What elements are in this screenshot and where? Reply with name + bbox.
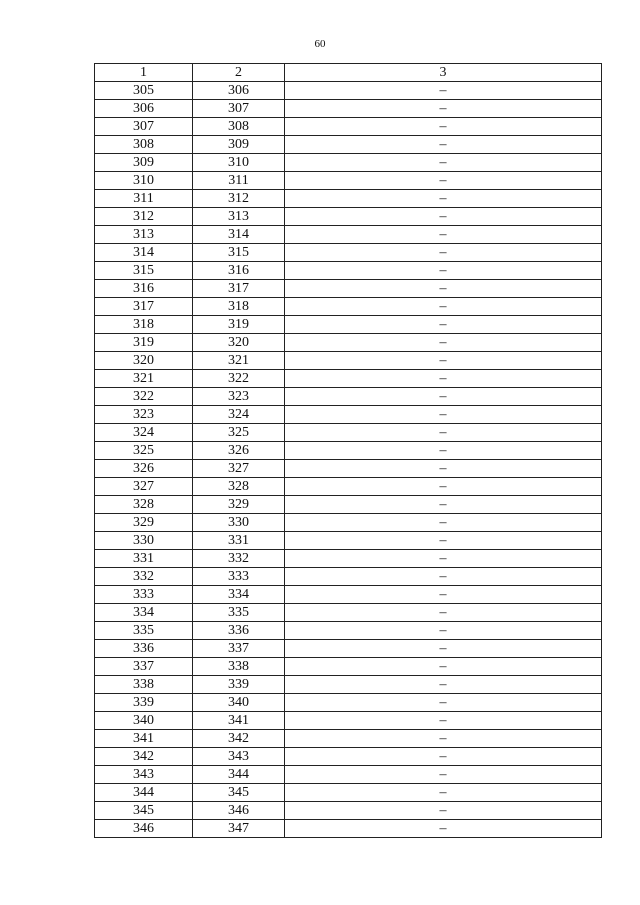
column-3-cell: – [285,514,602,532]
table-row [95,712,602,730]
column-3-cell: – [285,280,602,298]
column-1-cell: 346 [95,820,193,838]
column-1-cell: 320 [95,352,193,370]
column-3-cell: – [285,640,602,658]
column-2-cell: 323 [193,388,285,406]
column-1-cell: 329 [95,514,193,532]
column-1-cell: 342 [95,748,193,766]
column-3-cell: – [285,694,602,712]
column-1-cell: 313 [95,226,193,244]
table-row [95,424,602,442]
column-1-cell: 339 [95,694,193,712]
column-3-cell: – [285,190,602,208]
column-2-cell: 324 [193,406,285,424]
table-row [95,622,602,640]
column-3-cell: – [285,352,602,370]
table-row [95,334,602,352]
column-2-cell: 312 [193,190,285,208]
table-row [95,532,602,550]
column-3-cell: – [285,118,602,136]
column-2-cell: 308 [193,118,285,136]
table-header-row [95,64,602,82]
table-row [95,730,602,748]
column-3-cell: – [285,658,602,676]
column-2-cell: 344 [193,766,285,784]
column-1-cell: 332 [95,568,193,586]
column-2-cell: 339 [193,676,285,694]
column-2-cell: 316 [193,262,285,280]
column-1-cell: 324 [95,424,193,442]
column-1-cell: 338 [95,676,193,694]
table-row [95,154,602,172]
column-3-cell: – [285,496,602,514]
column-1-cell: 310 [95,172,193,190]
column-2-cell: 338 [193,658,285,676]
column-3-cell: – [285,784,602,802]
column-2-cell: 340 [193,694,285,712]
column-1-cell: 321 [95,370,193,388]
column-3-cell: – [285,442,602,460]
column-1-cell: 331 [95,550,193,568]
column-3-cell: – [285,820,602,838]
column-3-cell: – [285,388,602,406]
table-row [95,766,602,784]
table-row [95,244,602,262]
column-1-cell: 306 [95,100,193,118]
column-3-cell: – [285,226,602,244]
column-1-cell: 317 [95,298,193,316]
table-row [95,460,602,478]
column-1-cell: 318 [95,316,193,334]
column-1-cell: 330 [95,532,193,550]
table-row [95,694,602,712]
column-3-cell: – [285,370,602,388]
column-3-cell: – [285,298,602,316]
column-1-cell: 323 [95,406,193,424]
column-2-cell: 315 [193,244,285,262]
table-row [95,406,602,424]
table-row [95,568,602,586]
table-row [95,514,602,532]
column-2-cell: 337 [193,640,285,658]
column-1-cell: 333 [95,586,193,604]
column-3-cell: – [285,550,602,568]
column-3-cell: – [285,802,602,820]
column-1-cell: 322 [95,388,193,406]
column-3-cell: – [285,712,602,730]
column-2-cell: 330 [193,514,285,532]
column-2-cell: 310 [193,154,285,172]
column-3-cell: – [285,766,602,784]
column-2-cell: 347 [193,820,285,838]
column-2-cell: 336 [193,622,285,640]
table-row [95,550,602,568]
table-row [95,370,602,388]
table-row [95,172,602,190]
column-1-cell: 305 [95,82,193,100]
table-row [95,478,602,496]
table-row [95,496,602,514]
column-2-cell: 333 [193,568,285,586]
column-1-cell: 311 [95,190,193,208]
column-2-cell: 320 [193,334,285,352]
table-row [95,586,602,604]
column-3-cell: – [285,154,602,172]
column-3-cell: – [285,748,602,766]
column-3-cell: – [285,568,602,586]
column-1-cell: 336 [95,640,193,658]
column-1-cell: 315 [95,262,193,280]
column-2-cell: 329 [193,496,285,514]
table-row [95,388,602,406]
table-row [95,316,602,334]
table-row [95,118,602,136]
column-1-cell: 312 [95,208,193,226]
column-2-cell: 317 [193,280,285,298]
column-3-cell: – [285,406,602,424]
table-row [95,352,602,370]
column-2-cell: 341 [193,712,285,730]
column-2-cell: 319 [193,316,285,334]
table-row [95,802,602,820]
column-2-cell: 332 [193,550,285,568]
column-1-cell: 316 [95,280,193,298]
column-2-cell: 342 [193,730,285,748]
table-row [95,208,602,226]
column-3-cell: – [285,172,602,190]
column-1-cell: 335 [95,622,193,640]
table-row [95,658,602,676]
column-2-cell: 345 [193,784,285,802]
column-2-cell: 314 [193,226,285,244]
column-2-cell: 306 [193,82,285,100]
column-2-cell: 334 [193,586,285,604]
column-3-cell: – [285,262,602,280]
table-row [95,442,602,460]
column-1-cell: 319 [95,334,193,352]
table-row [95,640,602,658]
column-1-cell: 334 [95,604,193,622]
column-1-cell: 344 [95,784,193,802]
column-header-1: 1 [95,64,193,82]
column-header-3: 3 [285,64,602,82]
column-header-2: 2 [193,64,285,82]
data-table [94,63,602,838]
table-body [95,82,602,838]
table-row [95,748,602,766]
column-3-cell: – [285,622,602,640]
table-row [95,100,602,118]
column-3-cell: – [285,586,602,604]
column-2-cell: 311 [193,172,285,190]
page-number: 60 [314,38,326,50]
column-2-cell: 331 [193,532,285,550]
column-1-cell: 314 [95,244,193,262]
column-2-cell: 325 [193,424,285,442]
column-3-cell: – [285,136,602,154]
table-row [95,604,602,622]
column-1-cell: 326 [95,460,193,478]
table-row [95,280,602,298]
column-1-cell: 345 [95,802,193,820]
column-3-cell: – [285,478,602,496]
column-1-cell: 309 [95,154,193,172]
column-2-cell: 318 [193,298,285,316]
column-1-cell: 325 [95,442,193,460]
table-row [95,136,602,154]
column-2-cell: 313 [193,208,285,226]
column-2-cell: 307 [193,100,285,118]
column-2-cell: 335 [193,604,285,622]
column-3-cell: – [285,334,602,352]
column-2-cell: 322 [193,370,285,388]
column-3-cell: – [285,604,602,622]
column-1-cell: 340 [95,712,193,730]
table-row [95,226,602,244]
column-3-cell: – [285,244,602,262]
column-3-cell: – [285,730,602,748]
column-2-cell: 328 [193,478,285,496]
table-row [95,190,602,208]
table-row [95,262,602,280]
column-2-cell: 346 [193,802,285,820]
column-1-cell: 341 [95,730,193,748]
column-1-cell: 308 [95,136,193,154]
column-3-cell: – [285,316,602,334]
column-2-cell: 343 [193,748,285,766]
column-2-cell: 326 [193,442,285,460]
table-row [95,298,602,316]
column-3-cell: – [285,676,602,694]
table-row [95,820,602,838]
column-1-cell: 328 [95,496,193,514]
column-3-cell: – [285,82,602,100]
column-1-cell: 327 [95,478,193,496]
column-3-cell: – [285,424,602,442]
column-2-cell: 309 [193,136,285,154]
column-1-cell: 337 [95,658,193,676]
table-row [95,676,602,694]
table-row [95,784,602,802]
column-3-cell: – [285,208,602,226]
column-1-cell: 343 [95,766,193,784]
column-3-cell: – [285,460,602,478]
column-3-cell: – [285,100,602,118]
column-2-cell: 327 [193,460,285,478]
column-1-cell: 307 [95,118,193,136]
column-2-cell: 321 [193,352,285,370]
column-3-cell: – [285,532,602,550]
table-row [95,82,602,100]
